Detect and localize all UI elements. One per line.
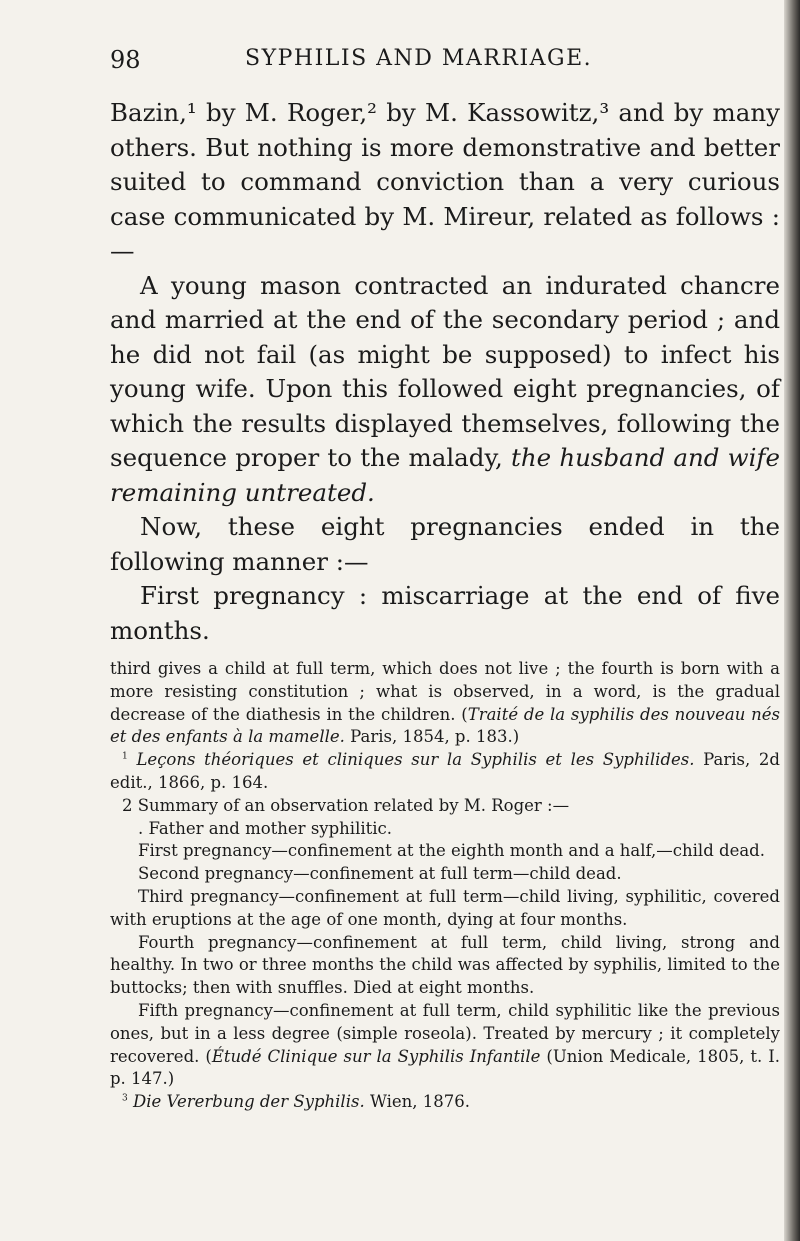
footnote-3 <box>110 1091 780 1114</box>
footnote-3-marker: 3 <box>122 1093 128 1104</box>
footnotes <box>110 658 780 1114</box>
summary-line-5-text: Fifth pregnancy—confinement at full term, child syphilitic like the previous ones, but in a less degree (simple roseola). Treated by mercury ; it completely recovered. ( <box>110 1000 780 1066</box>
running-head: SYPHILIS AND MARRIAGE. <box>245 46 593 71</box>
summary-line-2: Second pregnancy—confinement at full term—child dead. <box>138 864 622 884</box>
paragraph-3: Now, these eight pregnancies ended in the following manner :— <box>110 512 780 576</box>
page-header <box>110 46 780 92</box>
paragraph-2-text: A young mason contracted an indurated chancre and married at the end of the secondary period ; and he did not fail (as might be supposed) to infect his young wife. Upon this followed eight pregnancies, of which the results displayed themselves, following the sequence proper to the malady, <box>110 270 780 472</box>
footnote-continuation <box>110 658 780 749</box>
paragraph-4: First pregnancy : miscarriage at the end of five months. <box>110 581 780 645</box>
summary-line-5-title: Étudé Clinique sur la Syphilis Infantile <box>211 1046 541 1066</box>
footnote-1 <box>110 749 780 795</box>
footnote-1-end: Paris, 2d edit., 1866, p. 164. <box>110 750 780 792</box>
footnote-3-title: Die Vererbung der Syphilis. <box>133 1092 365 1112</box>
footnote-1-title: Leçons théoriques et cliniques sur la Syphilis et les Syphilides. <box>136 750 695 770</box>
summary-line-1: First pregnancy—confinement at the eighth month and a half,—child dead. <box>138 841 765 861</box>
summary-line-5 <box>110 1000 780 1091</box>
paragraph-1: Bazin,¹ by M. Roger,² by M. Kassowitz,³ and by many others. But nothing is more demonstrative and better suited to command conviction than a very curious case communicated by M. Mireur, related as follows :— <box>110 98 780 265</box>
footnote-3-end: Wien, 1876. <box>364 1092 471 1112</box>
summary-line-0: . Father and mother syphilitic. <box>138 818 393 838</box>
summary-line-3: Third pregnancy—confinement at full term—child living, syphilitic, covered with eruptions at the age of one month, dying at four months. <box>110 886 780 929</box>
footnote-1-marker: 1 <box>122 751 128 762</box>
summary-line-4: Fourth pregnancy—confinement at full term, child living, strong and healthy. In two or three months the child was affected by syphilis, limited to the buttocks; then with snuffles. Died at eight months. <box>110 932 780 998</box>
paragraph-2-emphasis: the husband and wife remaining untreated. <box>110 443 780 507</box>
page-edge-shadow <box>784 0 800 1241</box>
paragraph-2 <box>110 269 780 511</box>
footnote-2: 2 Summary of an observation related by M. Roger :— <box>122 795 570 815</box>
summary-line-5-end: (Union Medicale, 1805, t. I. p. 147.) <box>110 1046 780 1089</box>
footnote-continuation-text: third gives a child at full term, which does not live ; the fourth is born with a more resisting constitution ; what is observed, in a word, is the gradual decrease of the diathesis in the children. ( <box>110 659 780 724</box>
book-page <box>110 46 780 1114</box>
footnote-continuation-end: Paris, 1854, p. 183.) <box>344 727 520 747</box>
footnote-continuation-title: Traité de la syphilis des nouveau nés et des enfants à la mamelle. <box>110 704 780 747</box>
page-number: 98 <box>110 46 141 74</box>
main-text <box>110 96 780 648</box>
